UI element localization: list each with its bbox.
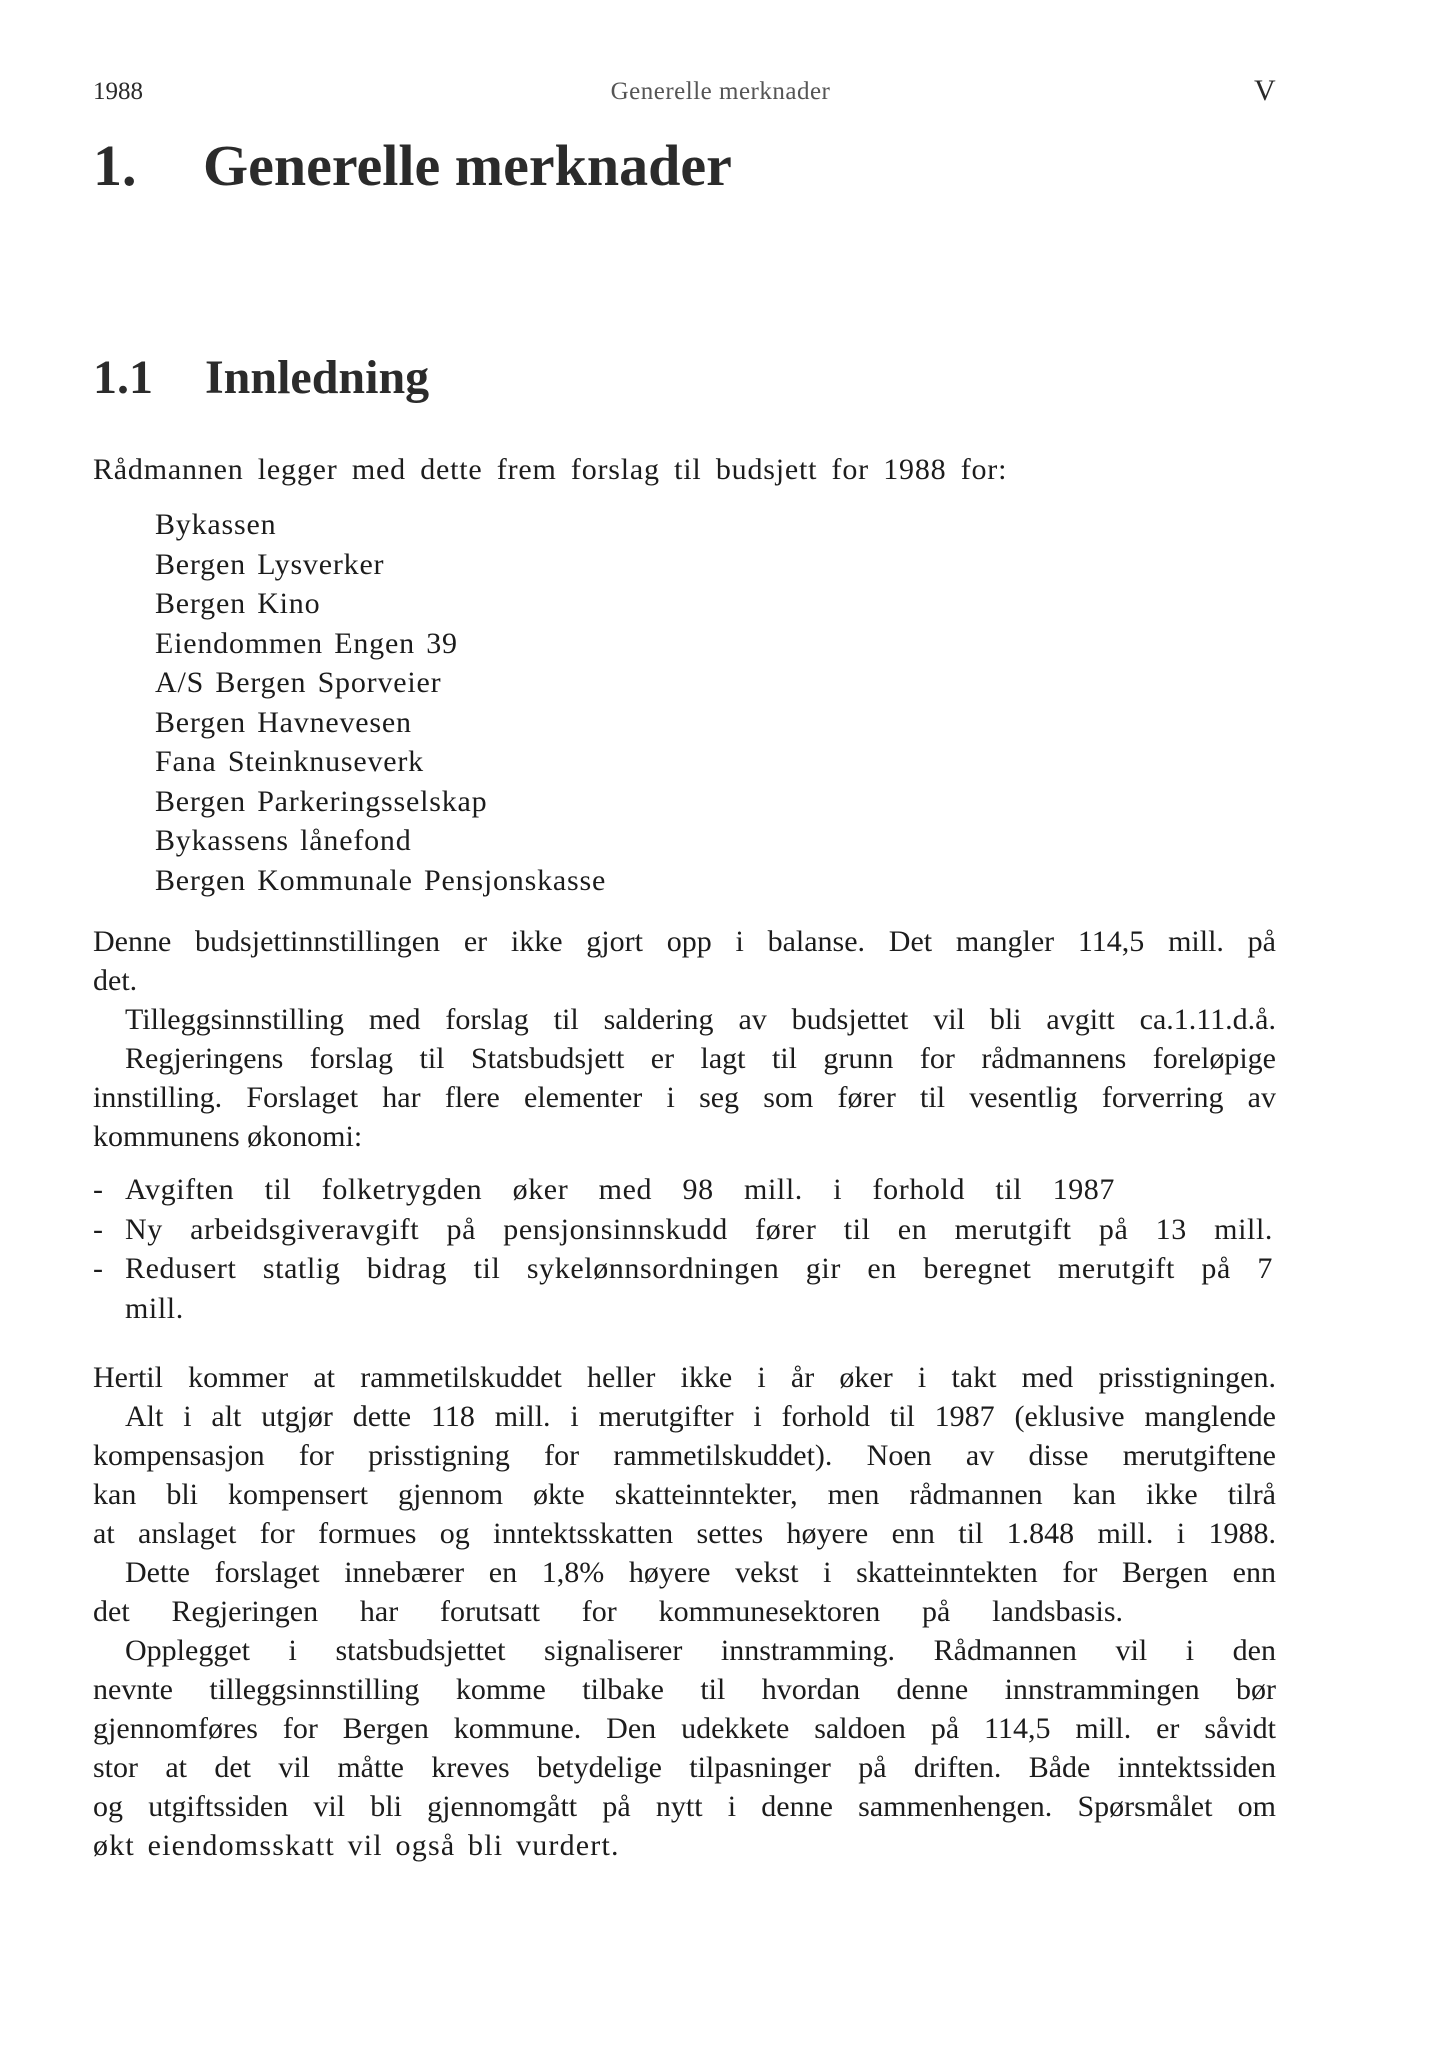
section-number: 1.1 — [93, 351, 153, 404]
text-line: Hertil kommer at rammetilskuddet heller ikke i år øker i takt med prisstigningen. — [93, 1361, 1276, 1394]
text-line: gjennomføres for Bergen kommune. Den udekkete saldoen på 114,5 mill. er såvidt — [93, 1712, 1276, 1745]
bullet-text: Redusert statlig bidrag til sykelønnsordningen gir en beregnet merutgift på 7 — [125, 1252, 1273, 1285]
entity-item: Bykassens lånefond — [155, 824, 412, 857]
entity-item: Bergen Kino — [155, 587, 321, 620]
text-line: kan bli kompensert gjennom økte skatteinntekter, men rådmannen kan ikke tilrå — [93, 1478, 1276, 1511]
entity-item: Bergen Lysverker — [155, 547, 385, 581]
text-line: innstilling. Forslaget har flere elementer i seg som fører til vesentlig forverring av — [93, 1081, 1276, 1114]
text-line: nevnte tilleggsinnstilling komme tilbake til hvordan denne innstrammingen bør — [93, 1673, 1276, 1706]
text-line: det. — [93, 964, 138, 997]
page-number: V — [1254, 74, 1276, 107]
text-line: stor at det vil måtte kreves betydelige tilpasninger på driften. Både inntektssiden — [93, 1751, 1276, 1784]
list-item — [93, 1170, 1115, 1210]
chapter-title: Generelle merknader — [203, 133, 732, 198]
text-line: kompensasjon for prisstigning for rammetilskuddet). Noen av disse merutgiftene — [93, 1439, 1276, 1472]
entity-item: Bergen Parkeringsselskap — [155, 784, 488, 818]
list-item — [93, 1249, 1273, 1328]
running-header-title: Generelle merknader — [610, 78, 831, 105]
entity-item: A/S Bergen Sporveier — [155, 666, 442, 699]
bullet-dash: - — [93, 1252, 103, 1285]
text-line: Denne budsjettinnstillingen er ikke gjort opp i balanse. Det mangler 114,5 mill. på — [93, 925, 1276, 958]
entity-item: Fana Steinknuseverk — [155, 745, 424, 778]
text-line: Dette forslaget innebærer en 1,8% høyere vekst i skatteinntekten for Bergen enn — [125, 1556, 1276, 1589]
text-line: at anslaget for formues og inntektsskatten settes høyere enn til 1.848 mill. i 1988. — [93, 1517, 1276, 1550]
chapter-number: 1. — [93, 133, 137, 198]
entity-item: Bergen Havnevesen — [155, 705, 412, 739]
cost-increase-list — [93, 1170, 1273, 1328]
entity-list — [155, 505, 606, 900]
entity-item: Bykassen — [155, 508, 277, 541]
text-line: det Regjeringen har forutsatt for kommunesektoren på landsbasis. — [93, 1595, 1123, 1628]
text-line: Alt i alt utgjør dette 118 mill. i merutgifter i forhold til 1987 (eklusive manglende — [125, 1400, 1276, 1433]
text-line: Tilleggsinnstilling med forslag til saldering av budsjettet vil bli avgitt ca.1.11.d.å. — [125, 1003, 1276, 1036]
text-line: kommunens økonomi: — [93, 1120, 363, 1153]
entity-item: Eiendommen Engen 39 — [155, 626, 458, 660]
text-line: Opplegget i statsbudsjettet signaliserer innstramming. Rådmannen vil i den — [125, 1634, 1276, 1667]
chapter-heading — [93, 132, 732, 199]
text-line: økt eiendomsskatt vil også bli vurdert. — [93, 1829, 620, 1862]
bullet-text: Ny arbeidsgiveravgift på pensjonsinnskudd fører til en merutgift på 13 mill. — [125, 1212, 1273, 1246]
intro-paragraph: Rådmannen legger med dette frem forslag til budsjett for 1988 for: — [93, 453, 1008, 486]
section-title: Innledning — [205, 351, 430, 404]
bullet-dash: - — [93, 1173, 103, 1206]
running-header-year: 1988 — [93, 78, 143, 105]
text-line: og utgiftssiden vil bli gjennomgått på nytt i denne sammenhengen. Spørsmålet om — [93, 1790, 1276, 1823]
bullet-dash: - — [93, 1212, 103, 1246]
text-line: Regjeringens forslag til Statsbudsjett er lagt til grunn for rådmannens foreløpige — [125, 1042, 1276, 1075]
section-heading — [93, 350, 429, 405]
bullet-text: mill. — [125, 1291, 184, 1325]
bullet-text: Avgiften til folketrygden øker med 98 mill. i forhold til 1987 — [125, 1173, 1115, 1206]
entity-item: Bergen Kommunale Pensjonskasse — [155, 863, 607, 897]
list-item — [93, 1210, 1273, 1250]
